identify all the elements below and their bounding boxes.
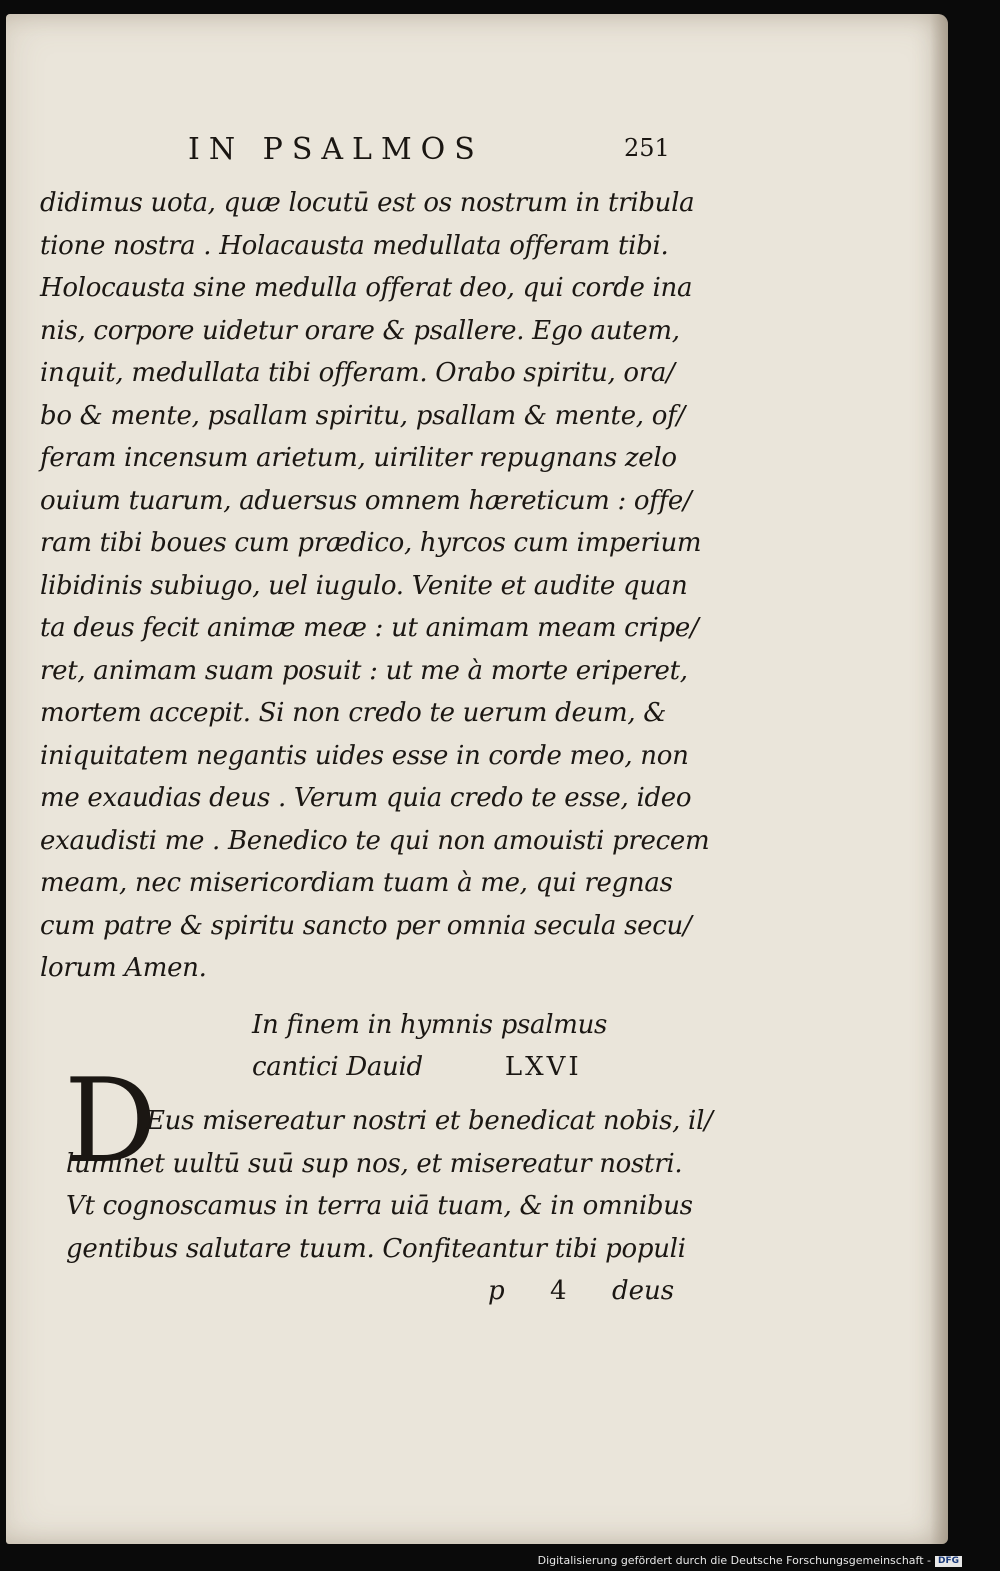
text-line: exaudisti me . Benedico te qui non amouisti precem xyxy=(40,825,710,856)
text-line: meam, nec misericordiam tuam à me, qui regnas xyxy=(40,868,673,898)
drop-cap-initial: D xyxy=(64,1054,158,1189)
text-line: nis, corpore uidetur orare & psallere. Ego autem, xyxy=(40,315,680,346)
text-line: feram incensum arietum, uiriliter repugnans zelo xyxy=(40,443,677,473)
text-line: ret, animam suam posuit : ut me à morte eriperet, xyxy=(40,655,688,686)
psalm-text-line: Eus misereatur nostri et benedicat nobis, il/ xyxy=(146,1106,713,1136)
text-line: lorum Amen. xyxy=(40,953,207,983)
psalm-heading-line-1: In finem in hymnis psalmus xyxy=(252,1010,608,1040)
signature-mark: p xyxy=(488,1276,505,1306)
signature-catchword-line xyxy=(488,1276,708,1306)
text-line: libidinis subiugo, uel iugulo. Venite et audite quan xyxy=(40,570,688,601)
psalm-text-line: luminet uultū suū sup nos, et misereatur nostri. xyxy=(66,1148,683,1179)
text-line: didimus uota, quæ locutū est os nostrum in tribula xyxy=(40,188,695,218)
text-line: ram tibi boues cum prædico, hyrcos cum imperium xyxy=(40,528,702,558)
psalm-text xyxy=(66,1100,713,1270)
commentary-text xyxy=(40,182,710,990)
text-line: cum patre & spiritu sancto per omnia secula secu/ xyxy=(40,910,692,941)
text-line: bo & mente, psallam spiritu, psallam & mente, of/ xyxy=(40,400,685,431)
folio-number: 251 xyxy=(624,134,670,162)
running-head-title: IN PSALMOS xyxy=(188,132,484,167)
psalm-number: LXVI xyxy=(504,1052,582,1082)
text-line: iniquitatem negantis uides esse in corde meo, non xyxy=(40,740,689,771)
psalm-heading-subtitle: cantici Dauid xyxy=(252,1052,423,1082)
page-edge-shadow xyxy=(930,14,948,1544)
dfg-logo: DFG xyxy=(935,1556,962,1567)
psalm-heading-line-2 xyxy=(252,1046,672,1088)
catchword: deus xyxy=(612,1276,675,1306)
text-line: Holocausta sine medulla offerat deo, qui corde ina xyxy=(40,273,693,303)
text-line: inquit, medullata tibi offeram. Orabo spiritu, ora/ xyxy=(40,358,675,388)
book-page xyxy=(6,14,948,1544)
digitization-credit xyxy=(538,1554,962,1567)
signature-number: 4 xyxy=(550,1276,567,1306)
text-line: ouium tuarum, aduersus omnem hæreticum : offe/ xyxy=(40,485,692,516)
psalm-heading xyxy=(252,1004,672,1088)
text-line: ta deus fecit animæ meæ : ut animam meam cripe/ xyxy=(40,613,699,643)
text-line: me exaudias deus . Verum quia credo te esse, ideo xyxy=(40,783,692,813)
psalm-text-line: Vt cognoscamus in terra uiā tuam, & in omnibus xyxy=(66,1191,693,1221)
credit-text: Digitalisierung gefördert durch die Deutsche Forschungsgemeinschaft - xyxy=(537,1554,931,1567)
psalm-text-line: gentibus salutare tuum. Confiteantur tibi populi xyxy=(66,1233,686,1264)
running-head xyxy=(6,132,948,172)
text-line: mortem accepit. Si non credo te uerum deum, & xyxy=(40,698,667,728)
text-line: tione nostra . Holacausta medullata offeram tibi. xyxy=(40,230,669,261)
